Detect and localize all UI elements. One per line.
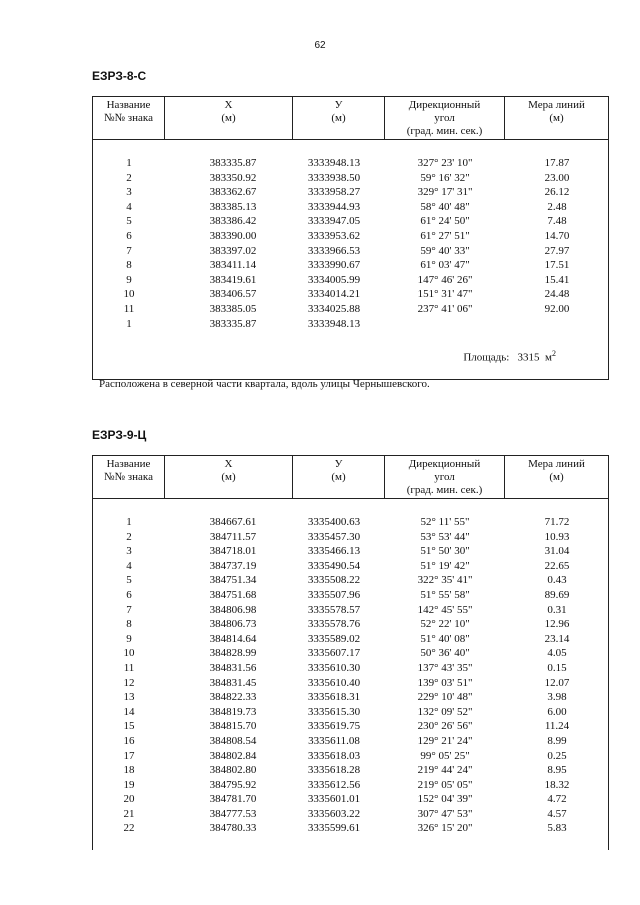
header-y-line-1: У [334,458,343,470]
line-length: 4.05 [547,647,567,660]
header-length [505,97,608,139]
line-length: 8.99 [547,734,567,747]
table-body-2 [93,499,608,836]
area-value: 3315 [517,351,540,364]
x-coordinate: 383362.67 [209,186,257,199]
header-y [293,97,385,139]
bearing-angle: 50° 36' 40" [420,647,470,660]
point-number: 3 [126,545,132,558]
point-number: 1 [126,516,132,528]
location-note: Расположена в северной части квартала, вдоль улицы Чернышевского. [99,378,430,390]
y-coordinate: 3333944.93 [307,200,361,213]
bearing-angle: 129° 21' 24" [417,734,473,747]
x-coordinate: 384781.70 [209,793,257,806]
table-row [93,734,608,749]
point-number: 22 [123,822,135,835]
bearing-angle: 230° 26' 56" [417,720,473,733]
table-row [93,244,608,259]
point-number: 10 [123,288,135,301]
y-coordinate: 3334025.88 [307,302,361,315]
bearing-angle: 229° 10' 48" [417,691,473,704]
line-length: 26.12 [544,186,570,199]
x-coordinate: 384819.73 [209,705,257,718]
table-row [93,214,608,229]
bearing-angle: 58° 40' 48" [420,200,470,213]
line-length: 89.69 [544,588,570,601]
point-number: 8 [126,259,132,272]
point-number: 11 [123,302,135,315]
point-number: 14 [123,705,135,718]
header-x [165,97,293,139]
table-row [93,807,608,822]
line-length: 8.95 [547,764,567,777]
line-length: 14.70 [544,229,570,242]
header-name-line-2: №№ знака [104,471,153,483]
x-coordinate: 384751.68 [209,588,257,601]
line-length: 23.00 [544,171,570,184]
point-number: 16 [123,734,135,747]
x-coordinate: 383397.02 [209,244,257,257]
header-name-line-1: Название [106,458,151,470]
header-y-line-2: (м) [331,112,346,124]
table-header [93,456,608,499]
table-row [93,171,608,186]
y-coordinate: 3333966.53 [307,244,361,257]
y-coordinate: 3335610.40 [307,676,361,689]
line-length: 17.87 [544,157,570,169]
point-number: 5 [126,574,132,587]
header-length-line-1: Мера линий [528,99,585,111]
point-number: 9 [126,632,132,645]
x-coordinate: 384814.64 [209,632,257,645]
line-length: 6.00 [547,705,567,718]
line-length: 22.65 [544,559,570,572]
bearing-angle: 329° 17' 31" [417,186,473,199]
y-coordinate: 3335612.56 [307,778,361,791]
table-row [93,515,608,530]
bearing-angle: 142° 45' 55" [417,603,473,616]
line-length: 23.14 [544,632,570,645]
x-coordinate: 383335.87 [209,157,257,169]
point-number: 5 [126,215,132,228]
bearing-angle: 51° 19' 42" [420,559,470,572]
point-number: 9 [126,273,132,286]
bearing-angle: 61° 03' 47" [420,259,470,272]
area-unit: м [545,351,552,364]
x-coordinate: 384808.54 [209,734,257,747]
y-coordinate: 3335618.03 [307,749,361,762]
table-row [93,588,608,603]
bearing-angle: 99° 05' 25" [420,749,470,762]
line-length: 10.93 [544,530,570,543]
bearing-angle: 59° 40' 33" [420,244,470,257]
y-coordinate: 3335618.28 [307,764,361,777]
header-angle-line-2: угол [434,112,455,124]
x-coordinate: 383386.42 [209,215,257,228]
y-coordinate: 3335589.02 [307,632,361,645]
table-row [93,287,608,302]
point-number: 1 [126,317,132,330]
y-coordinate: 3335457.30 [307,530,361,543]
y-coordinate: 3333953.62 [307,229,361,242]
header-angle-line-3: (град. мин. сек.) [406,484,483,496]
table-row [93,632,608,647]
y-coordinate: 3335603.22 [307,807,361,820]
x-coordinate: 384815.70 [209,720,257,733]
y-coordinate: 3335618.31 [307,691,361,704]
point-number: 18 [123,764,135,777]
point-number: 10 [123,647,135,660]
point-number: 1 [126,157,132,169]
section-title-1: ЕЗРЗ-8-С [92,69,147,83]
header-x-line-1: X [224,99,233,111]
y-coordinate: 3333947.05 [307,215,361,228]
coordinates-table-1 [92,96,609,380]
table-row [93,661,608,676]
table-row [93,200,608,215]
y-coordinate: 3333958.27 [307,186,361,199]
header-name [93,456,165,498]
line-length: 5.83 [547,822,567,835]
x-coordinate: 384822.33 [209,691,257,704]
line-length: 12.07 [544,676,570,689]
table-row [93,676,608,691]
line-length: 27.97 [544,244,570,257]
point-number: 2 [126,171,132,184]
table-row [93,749,608,764]
bearing-angle: 219° 05' 05" [417,778,473,791]
bearing-angle: 307° 47' 53" [417,807,473,820]
header-name [93,97,165,139]
y-coordinate: 3335607.17 [307,647,361,660]
header-length-line-2: (м) [549,112,564,124]
header-x-line-2: (м) [221,471,236,483]
line-length: 18.32 [544,778,570,791]
line-length: 3.98 [547,691,567,704]
bearing-angle: 51° 50' 30" [420,545,470,558]
line-length: 0.25 [547,749,567,762]
bearing-angle: 61° 27' 51" [420,229,470,242]
table-row [93,763,608,778]
bearing-angle: 237° 41' 06" [417,302,473,315]
y-coordinate: 3333990.67 [307,259,361,272]
bearing-angle: 322° 35' 41" [417,574,473,587]
x-coordinate: 383385.13 [209,200,257,213]
x-coordinate: 384751.34 [209,574,257,587]
x-coordinate: 383406.57 [209,288,257,301]
line-length: 11.24 [544,720,570,733]
table-row [93,690,608,705]
table-row [93,559,608,574]
header-x-line-1: X [224,458,233,470]
y-coordinate: 3335611.08 [308,734,360,747]
table-row [93,185,608,200]
y-coordinate: 3334005.99 [307,273,361,286]
x-coordinate: 384806.98 [209,603,257,616]
table-row [93,821,608,836]
line-length: 7.48 [547,215,567,228]
point-number: 17 [123,749,135,762]
y-coordinate: 3335508.22 [307,574,361,587]
x-coordinate: 383335.87 [209,317,257,330]
header-angle [385,456,505,498]
y-coordinate: 3333948.13 [307,157,361,169]
y-coordinate: 3335578.57 [307,603,361,616]
area-line [463,349,556,364]
header-length-line-1: Мера линий [528,458,585,470]
x-coordinate: 384711.57 [209,530,257,543]
table-row [93,705,608,720]
page-number: 62 [314,40,326,51]
x-coordinate: 383385.05 [209,302,257,315]
line-length: 31.04 [544,545,570,558]
x-coordinate: 383350.92 [209,171,257,184]
point-number: 11 [123,661,135,674]
x-coordinate: 384780.33 [209,822,257,835]
table-row [93,603,608,618]
header-angle-line-3: (град. мин. сек.) [406,125,483,137]
y-coordinate: 3335615.30 [307,705,361,718]
table-header [93,97,608,140]
x-coordinate: 384777.53 [209,807,257,820]
bearing-angle: 137° 43' 35" [417,661,473,674]
point-number: 2 [126,530,132,543]
y-coordinate: 3335599.61 [307,822,361,835]
bearing-angle: 219° 44' 24" [417,764,473,777]
area-label: Площадь: [463,351,510,364]
x-coordinate: 384795.92 [209,778,257,791]
header-y [293,456,385,498]
table-row [93,792,608,807]
bearing-angle: 327° 23' 10" [417,157,473,169]
table-row [93,778,608,793]
x-coordinate: 384737.19 [209,559,257,572]
y-coordinate: 3335400.63 [307,516,361,528]
y-coordinate: 3335610.30 [307,661,361,674]
area-unit-exponent: 2 [552,349,556,358]
bearing-angle: 53° 53' 44" [420,530,470,543]
line-length: 17.51 [544,259,570,272]
header-length [505,456,608,498]
line-length: 0.31 [547,603,567,616]
header-y-line-2: (м) [331,471,346,483]
header-y-line-1: У [334,99,343,111]
x-coordinate: 383419.61 [209,273,257,286]
bearing-angle: 132° 09' 52" [417,705,473,718]
y-coordinate: 3333948.13 [307,317,361,330]
line-length: 24.48 [544,288,570,301]
bearing-angle: 61° 24' 50" [420,215,470,228]
bearing-angle: 59° 16' 32" [420,171,470,184]
y-coordinate: 3333938.50 [307,171,361,184]
header-length-line-2: (м) [549,471,564,483]
y-coordinate: 3335466.13 [307,545,361,558]
point-number: 13 [123,691,135,704]
header-x-line-2: (м) [221,112,236,124]
line-length: 4.57 [547,807,567,820]
table-row [93,229,608,244]
table-row [93,646,608,661]
table-row [93,156,608,171]
header-angle-line-1: Дирекционный [408,99,481,111]
point-number: 3 [126,186,132,199]
table-row [93,544,608,559]
x-coordinate: 384831.56 [209,661,257,674]
line-length: 4.72 [547,793,567,806]
point-number: 6 [126,588,132,601]
table-row [93,258,608,273]
table-row [93,273,608,288]
y-coordinate: 3335490.54 [307,559,361,572]
point-number: 8 [126,618,132,631]
bearing-angle: 152° 04' 39" [417,793,473,806]
line-length: 71.72 [544,516,570,528]
table-row [93,317,608,332]
bearing-angle: 51° 40' 08" [420,632,470,645]
bearing-angle: 51° 55' 58" [420,588,470,601]
header-x [165,456,293,498]
point-number: 19 [123,778,135,791]
point-number: 7 [126,244,132,257]
y-coordinate: 3335578.76 [307,618,361,631]
point-number: 7 [126,603,132,616]
header-angle [385,97,505,139]
header-name-line-1: Название [106,99,151,111]
x-coordinate: 384718.01 [209,545,257,558]
table-row [93,302,608,317]
y-coordinate: 3335507.96 [307,588,361,601]
point-number: 4 [126,559,132,572]
line-length: 12.96 [544,618,570,631]
line-length: 92.00 [544,302,570,315]
x-coordinate: 383390.00 [209,229,257,242]
x-coordinate: 384828.99 [209,647,257,660]
point-number: 4 [126,200,132,213]
bearing-angle: 147° 46' 26" [417,273,473,286]
table-row [93,530,608,545]
header-name-line-2: №№ знака [104,112,153,124]
table-row [93,617,608,632]
line-length: 2.48 [547,200,567,213]
x-coordinate: 384831.45 [209,676,257,689]
header-angle-line-2: угол [434,471,455,483]
line-length: 0.15 [547,661,567,674]
table-body-1 [93,140,608,331]
x-coordinate: 384806.73 [209,618,257,631]
bearing-angle: 326° 15' 20" [417,822,473,835]
header-angle-line-1: Дирекционный [408,458,481,470]
bearing-angle: 139° 03' 51" [417,676,473,689]
x-coordinate: 384802.84 [209,749,257,762]
y-coordinate: 3335601.01 [307,793,361,806]
table-row [93,573,608,588]
point-number: 12 [123,676,135,689]
x-coordinate: 383411.14 [209,259,257,272]
point-number: 20 [123,793,135,806]
table-row [93,719,608,734]
bearing-angle: 151° 31' 47" [417,288,473,301]
y-coordinate: 3335619.75 [307,720,361,733]
section-title-2: ЕЗРЗ-9-Ц [92,428,147,442]
line-length: 0.43 [547,574,567,587]
coordinates-table-2 [92,455,609,850]
x-coordinate: 384802.80 [209,764,257,777]
bearing-angle: 52° 22' 10" [420,618,470,631]
point-number: 21 [123,807,135,820]
y-coordinate: 3334014.21 [307,288,361,301]
point-number: 15 [123,720,135,733]
x-coordinate: 384667.61 [209,516,257,528]
line-length: 15.41 [544,273,570,286]
point-number: 6 [126,229,132,242]
bearing-angle: 52° 11' 55" [420,516,470,528]
